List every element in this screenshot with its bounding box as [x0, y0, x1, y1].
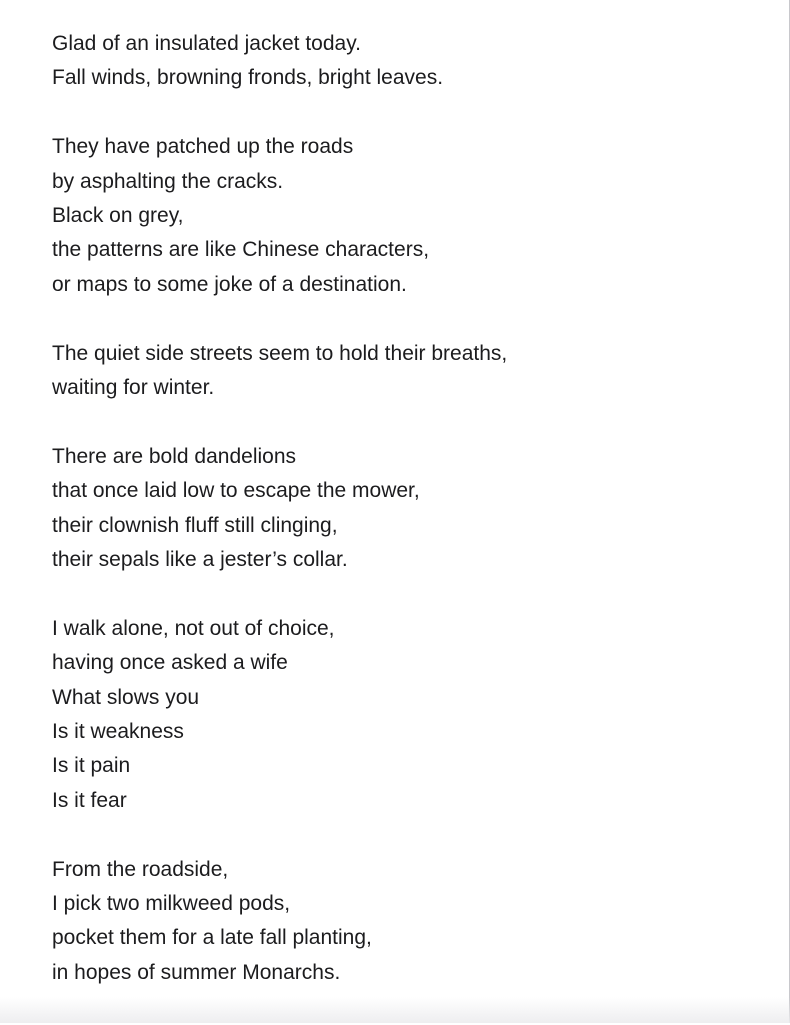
- poem-line: The quiet side streets seem to hold their breaths,: [52, 341, 508, 365]
- poem-line: There are bold dandelions: [52, 444, 297, 468]
- poem-line: Glad of an insulated jacket today.: [52, 32, 361, 55]
- poem-line: waiting for winter.: [52, 376, 215, 400]
- poem-line: Is it weakness: [52, 720, 184, 744]
- poem-line: that once laid low to escape the mower,: [52, 479, 420, 503]
- poem-line: in hopes of summer Monarchs.: [52, 960, 341, 984]
- poem-line: I pick two milkweed pods,: [52, 892, 291, 916]
- stanza: [52, 27, 752, 96]
- note-body[interactable]: [52, 27, 752, 1025]
- poem-line: having once asked a wife: [52, 651, 288, 675]
- poem-line: their sepals like a jester’s collar.: [52, 548, 348, 572]
- stanza: [52, 337, 752, 406]
- poem-line: their clownish fluff still clinging,: [52, 513, 338, 537]
- stanza: [52, 130, 752, 302]
- stanza: [52, 853, 752, 991]
- poem-line: pocket them for a late fall planting,: [52, 926, 372, 950]
- poem-line: They have patched up the roads: [52, 135, 354, 159]
- stanza: [52, 612, 752, 818]
- poem-line: I walk alone, not out of choice,: [52, 616, 335, 640]
- bottom-shadow: [0, 997, 790, 1023]
- poem-line: Is it pain: [52, 754, 131, 778]
- poem-line: by asphalting the cracks.: [52, 169, 284, 193]
- poem-line: Black on grey,: [52, 204, 184, 228]
- poem-line: the patterns are like Chinese characters,: [52, 238, 430, 262]
- poem-line: What slows you: [52, 685, 200, 709]
- poem-line: or maps to some joke of a destination.: [52, 272, 407, 296]
- poem-line: Fall winds, browning fronds, bright leaves.: [52, 66, 444, 90]
- stanza: [52, 440, 752, 578]
- poem-line: From the roadside,: [52, 857, 229, 881]
- poem-line: Is it fear: [52, 788, 127, 812]
